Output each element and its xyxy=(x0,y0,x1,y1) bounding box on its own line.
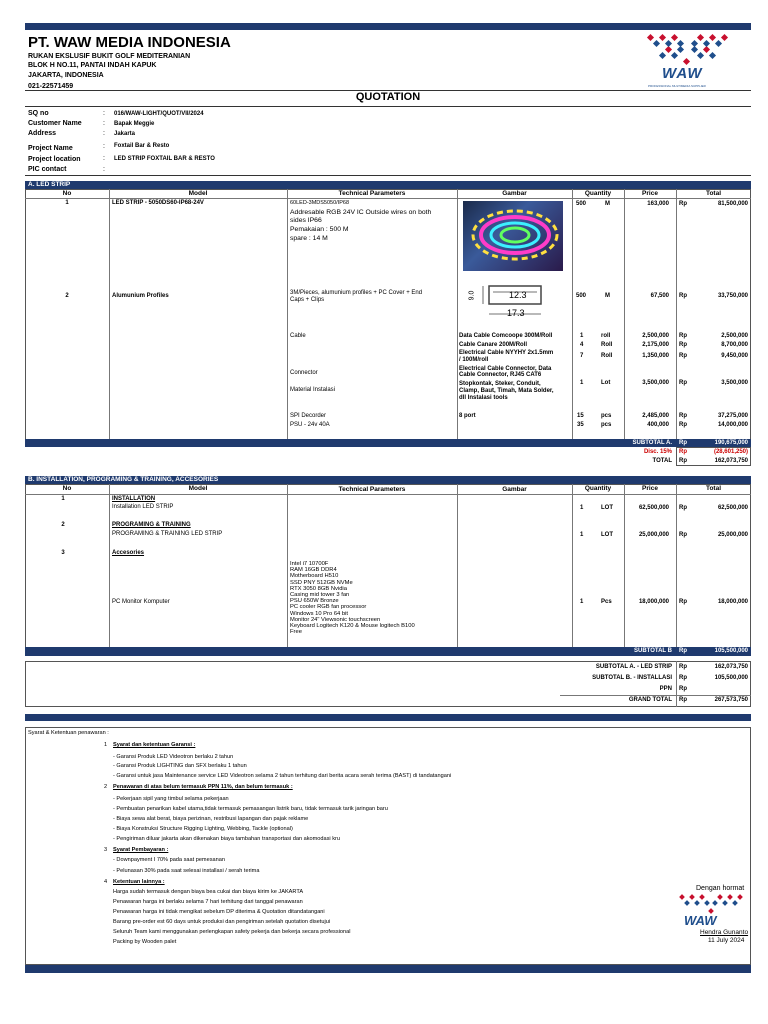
col-header-no: No xyxy=(62,190,72,197)
info-label-address: Address xyxy=(28,130,57,137)
row-rp: Rp xyxy=(679,505,687,511)
discount-value: (28,601,250) xyxy=(713,449,748,455)
info-value-project-location: LED STRIP FOXTAIL BAR & RESTO xyxy=(114,156,215,162)
row-gambar: Electrical Cable Connector, Data xyxy=(459,366,552,372)
info-colon: : xyxy=(103,155,105,162)
row-qty: 500 xyxy=(576,201,587,207)
spec-line: RAM 16GB DDR4 xyxy=(290,567,337,574)
discount-rp: Rp xyxy=(679,449,687,455)
row-qty: 1 xyxy=(580,532,584,538)
row-total: 25,000,000 xyxy=(717,532,748,538)
terms-heading: Ketentuan lainnya : xyxy=(113,879,165,885)
col-header-model: Model xyxy=(188,190,208,197)
section-a-title: A. LED STRIP xyxy=(25,181,751,189)
total-a-value: 162,073,750 xyxy=(714,458,748,464)
terms-line: - Garansi Produk LED Videotron berlaku 2 tahun xyxy=(113,754,234,760)
terms-number: 4 xyxy=(104,879,108,885)
info-label-project-name: Project Name xyxy=(28,145,73,152)
summary-label: PPN xyxy=(659,686,672,692)
row-price: 2,175,000 xyxy=(642,342,669,348)
info-colon: : xyxy=(103,120,105,127)
signature-greeting: Dengan hormat xyxy=(696,885,745,892)
spec-line: Intel i7 10700F xyxy=(290,561,329,567)
row-unit: M xyxy=(605,201,610,207)
total-a-label: TOTAL xyxy=(652,458,672,464)
summary-rp: Rp xyxy=(679,686,687,692)
info-value-sq: 016/WAW-LIGHT/QUOT/VII/2024 xyxy=(114,111,204,117)
row-unit: roll xyxy=(601,333,611,339)
grand-total-value: 267,573,750 xyxy=(714,697,748,703)
terms-line: - Pekerjaan sipil yang timbul selama pekerjaan xyxy=(113,796,229,802)
company-address-line1: RUKAN EKSLUSIF BUKIT GOLF MEDITERANIAN xyxy=(28,53,191,60)
divider xyxy=(25,106,751,107)
row-head: Accesories xyxy=(112,550,145,556)
logo-text: WAW xyxy=(662,65,703,82)
led-strip-image xyxy=(463,201,563,271)
row-unit: pcs xyxy=(601,422,612,428)
col-header-price: Price xyxy=(642,485,658,492)
row-gambar: Electrical Cable NYYHY 2x1.5mm xyxy=(459,350,554,356)
row-rp: Rp xyxy=(679,422,687,428)
row-price: 2,500,000 xyxy=(642,333,669,339)
logo-subtitle: PROFESSIONAL MULTIMEDIA SUPPLIER xyxy=(648,84,706,88)
row-unit: LOT xyxy=(601,505,613,511)
row-total: 62,500,000 xyxy=(717,505,748,511)
terms-title: Syarat & Ketentuan penawaran : xyxy=(28,730,109,736)
terms-line: - Garansi untuk jasa Maintenance service LED Videotron selama 2 tahun terhitung dari berita acara serah terima (BAST) di tandatangani xyxy=(113,773,452,779)
divider xyxy=(25,175,751,176)
spec-line: SSD PNY 512GB NVMe xyxy=(290,579,353,586)
section-divider-bar xyxy=(25,714,751,721)
col-header-gambar: Gambar xyxy=(502,190,527,197)
terms-line: - Pelunasan 30% pada saat selesai installasi / serah terima xyxy=(113,868,260,874)
row-no: 1 xyxy=(61,496,65,502)
spec-line: PSU 650W Bronze xyxy=(290,598,339,605)
document-title: QUOTATION xyxy=(355,91,421,103)
row-model: PC Monitor Komputer xyxy=(112,599,170,605)
stamp-logo-text: WAW xyxy=(684,913,717,928)
row-total: 33,750,000 xyxy=(717,293,748,299)
row-desc: spare : 14 M xyxy=(290,235,328,242)
summary-value: 105,500,000 xyxy=(714,675,748,681)
row-desc: 3M/Pieces, alumunium profiles + PC Cover + End xyxy=(290,290,423,296)
dim-height: 9.0 xyxy=(468,290,476,301)
row-rp: Rp xyxy=(679,353,687,359)
row-total: 3,500,000 xyxy=(721,380,748,386)
terms-line: Barang pre-order est 60 days untuk produksi dan pengiriman setelah quotation disetujui xyxy=(113,919,331,925)
spec-line: Keyboard Logitech K120 & Mouse logitech B100 xyxy=(290,623,415,630)
row-rp: Rp xyxy=(679,201,687,207)
row-rp: Rp xyxy=(679,380,687,386)
row-model: PROGRAMING & TRAINING LED STRIP xyxy=(112,531,223,537)
row-code: 60LED-3MDS5050/IP68 xyxy=(290,200,350,206)
row-qty: 15 xyxy=(577,413,584,419)
row-rp: Rp xyxy=(679,532,687,538)
row-gambar: Cable Connector, RJ45 CAT6 xyxy=(459,372,542,378)
row-no: 3 xyxy=(61,550,65,556)
row-qty: 1 xyxy=(580,333,584,339)
row-price: 3,500,000 xyxy=(642,380,669,386)
terms-line: Seluruh Team kami menggunakan perlengkapan safety pekerja dan bekerja secara professional xyxy=(113,929,351,935)
row-specs xyxy=(290,561,415,635)
row-tech: SPI Decorder xyxy=(290,413,327,419)
col-header-no: No xyxy=(62,485,72,492)
row-qty: 1 xyxy=(580,599,584,605)
terms-line: - Downpayment I 70% pada saat pemesanan xyxy=(113,857,225,863)
row-rp: Rp xyxy=(679,599,687,605)
col-header-total: Total xyxy=(705,485,722,492)
summary-rp: Rp xyxy=(679,675,687,681)
col-header-qty: Quantity xyxy=(584,190,612,197)
section-a-table xyxy=(25,189,751,440)
row-unit: Roll xyxy=(601,342,613,348)
dim-inner-width: 12.3 xyxy=(509,290,527,300)
terms-line: - Biaya Konstruksi Structure Rigging Lighting, Webbing, Tackle (optional) xyxy=(113,826,293,832)
row-total: 18,000,000 xyxy=(717,599,748,605)
spec-line: Free xyxy=(290,629,302,636)
row-tech: PSU - 24v 40A xyxy=(290,422,330,428)
row-qty: 1 xyxy=(580,505,584,511)
row-tech: Cable xyxy=(290,333,306,339)
terms-line: Harga sudah termasuk dengan biaya bea cukai dan biaya kirim ke JAKARTA xyxy=(113,889,304,895)
row-tech: Material Instalasi xyxy=(290,387,336,393)
row-total: 8,700,000 xyxy=(721,342,748,348)
summary-label: SUBTOTAL B. - INSTALLASI xyxy=(592,675,672,681)
info-label-customer: Customer Name xyxy=(28,120,82,127)
terms-line: - Pengiriman diluar jakarta akan dikenakan biaya tambahan transportasi dan akomodasi kru xyxy=(113,836,340,842)
row-model: Installation LED STRIP xyxy=(112,504,174,510)
signatory-name: Hendra Gunanto xyxy=(700,929,749,936)
spec-line: Casing mid tower 3 fan xyxy=(290,592,350,599)
terms-number: 1 xyxy=(104,742,108,748)
col-header-total: Total xyxy=(705,190,722,197)
grand-total-rp: Rp xyxy=(679,697,687,703)
summary-label: SUBTOTAL A. - LED STRIP xyxy=(595,664,672,670)
row-unit: Roll xyxy=(601,353,613,359)
subtotal-a-value: 190,675,000 xyxy=(714,440,748,446)
company-address-line2: BLOK H NO.11, PANTAI INDAH KAPUK xyxy=(28,62,157,69)
row-model: LED STRIP - 5050DS60-IP68-24V xyxy=(112,200,204,206)
total-a-rp: Rp xyxy=(679,458,687,464)
row-tech: Connector xyxy=(290,370,318,376)
row-rp: Rp xyxy=(679,293,687,299)
col-header-price: Price xyxy=(642,190,658,197)
row-price: 62,500,000 xyxy=(638,505,669,511)
discount-label: Disc. 15% xyxy=(643,449,672,455)
col-header-tech: Technical Parameters xyxy=(338,190,406,197)
row-price: 163,000 xyxy=(647,201,669,207)
grand-total-label: GRAND TOTAL xyxy=(628,697,672,703)
subtotal-b-label: SUBTOTAL B xyxy=(633,648,672,654)
row-unit: Lot xyxy=(601,380,611,386)
col-header-tech: Technical Parameters xyxy=(338,486,406,493)
row-price: 2,485,000 xyxy=(642,413,669,419)
info-colon: : xyxy=(103,166,105,173)
row-gambar: Cable Canare 200M/Roll xyxy=(459,342,528,348)
row-no: 1 xyxy=(65,200,69,206)
dim-outer-width: 17.3 xyxy=(507,308,525,318)
row-price: 1,350,000 xyxy=(642,353,669,359)
terms-line: Penawaran harga ini berlaku selama 7 hari terhitung dari tanggal penawaran xyxy=(113,899,303,905)
terms-line: Penawaran harga ini tidak mengikat sebelum DP diterima & Quotation ditandatangani xyxy=(113,909,325,915)
spec-line: PC cooler RGB fan processor xyxy=(290,604,367,611)
company-address-line3: JAKARTA, INDONESIA xyxy=(28,72,104,79)
row-gambar: Stopkontak, Steker, Conduit, xyxy=(459,381,541,387)
row-price: 400,000 xyxy=(647,422,669,428)
section-b-title: B. INSTALLATION, PROGRAMING & TRAINING, ACCESORIES xyxy=(25,476,751,484)
row-price: 67,500 xyxy=(650,293,669,299)
subtotal-b-rp: Rp xyxy=(679,648,687,654)
row-desc: sides IP66 xyxy=(290,217,322,224)
terms-heading: Syarat Pembayaran : xyxy=(113,847,169,853)
row-qty: 1 xyxy=(580,380,584,386)
terms-number: 3 xyxy=(104,847,108,853)
row-desc: Pemakaian : 500 M xyxy=(290,226,349,233)
col-header-model: Model xyxy=(188,485,208,492)
subtotal-b-value: 105,500,000 xyxy=(714,648,748,654)
spec-line: Windows 10 Pro 64 bit xyxy=(290,610,348,617)
company-phone: 021-22571459 xyxy=(28,83,74,90)
info-value-project-name: Foxtail Bar & Resto xyxy=(114,143,170,149)
row-total: 2,500,000 xyxy=(721,333,748,339)
row-qty: 7 xyxy=(580,353,584,359)
row-unit: pcs xyxy=(601,413,612,419)
row-desc: Caps + Clips xyxy=(290,297,325,303)
info-colon: : xyxy=(103,143,105,150)
row-rp: Rp xyxy=(679,413,687,419)
terms-number: 2 xyxy=(104,784,108,790)
spec-line: RTX 3050 8GB Nvidia xyxy=(290,585,347,592)
waw-logo xyxy=(640,33,736,91)
terms-heading: Penawaran di atas belum termasuk PPN 11%, dan belum termasuk : xyxy=(113,784,293,790)
col-header-qty: Quantity xyxy=(584,485,612,492)
row-qty: 500 xyxy=(576,293,587,299)
signature-logo-stamp xyxy=(676,893,746,929)
spec-line: Motherboard H510 xyxy=(290,573,339,580)
row-qty: 35 xyxy=(577,422,584,428)
alu-profile-diagram xyxy=(463,278,563,324)
led-strip-icon xyxy=(463,201,563,271)
row-unit: M xyxy=(605,293,610,299)
row-price: 25,000,000 xyxy=(638,532,669,538)
row-gambar: / 100M/roll xyxy=(459,357,489,363)
info-value-address: Jakarta xyxy=(114,131,136,137)
summary-value: 162,073,750 xyxy=(714,664,748,670)
terms-line: - Garansi Produk LIGHTING dan SFX berlaku 1 tahun xyxy=(113,763,247,769)
info-colon: : xyxy=(103,110,105,117)
row-no: 2 xyxy=(65,293,69,299)
row-unit: Pcs xyxy=(601,599,612,605)
info-colon: : xyxy=(103,130,105,137)
footer-bar xyxy=(25,965,751,973)
terms-line: Packing by Wooden palet xyxy=(113,939,177,945)
company-name: PT. WAW MEDIA INDONESIA xyxy=(28,34,231,51)
row-rp: Rp xyxy=(679,342,687,348)
terms-line: - Pembuatan penarikan kabel utama,tidak termasuk pemasangan listrik baru, tidak termasuk tarik jaringan baru xyxy=(113,806,388,812)
row-total: 81,500,000 xyxy=(717,201,748,207)
row-total: 9,450,000 xyxy=(721,353,748,359)
info-label-pic: PIC contact xyxy=(28,166,67,173)
row-gambar: Clamp, Baut, Timah, Mata Solder, xyxy=(459,388,554,394)
subtotal-a-label: SUBTOTAL A. xyxy=(632,440,672,446)
row-gambar: dll Instalasi tools xyxy=(459,395,508,401)
row-desc: Addresable RGB 24V IC Outside wires on both xyxy=(290,209,432,216)
row-no: 2 xyxy=(61,522,65,528)
row-total: 37,275,000 xyxy=(717,413,748,419)
info-label-sq: SQ no xyxy=(28,110,49,117)
info-value-customer: Bapak Meggie xyxy=(114,121,155,127)
row-head: INSTALLATION xyxy=(112,496,156,502)
header-top-bar xyxy=(25,23,751,30)
signature-date: 11 July 2024 xyxy=(708,937,745,944)
row-model: Alumunium Profiles xyxy=(112,293,169,299)
row-gambar: 8 port xyxy=(459,413,476,419)
row-gambar: Data Cable Comcoope 300M/Roll xyxy=(459,333,553,339)
summary-rp: Rp xyxy=(679,664,687,670)
row-qty: 4 xyxy=(580,342,584,348)
subtotal-a-rp: Rp xyxy=(679,440,687,446)
info-label-project-location: Project location xyxy=(28,156,81,163)
row-total: 14,000,000 xyxy=(717,422,748,428)
row-head: PROGRAMING & TRAINING xyxy=(112,522,191,528)
spec-line: Monitor 24" Viewsonic touchscreen xyxy=(290,616,381,623)
row-unit: LOT xyxy=(601,532,613,538)
terms-line: - Biaya sewa alat berat, biaya perizinan, restribusi lapangan dan pajak reklame xyxy=(113,816,309,822)
row-rp: Rp xyxy=(679,333,687,339)
col-header-gambar: Gambar xyxy=(502,486,527,493)
terms-heading: Syarat dan ketentuan Garansi : xyxy=(113,742,196,748)
row-price: 18,000,000 xyxy=(638,599,669,605)
